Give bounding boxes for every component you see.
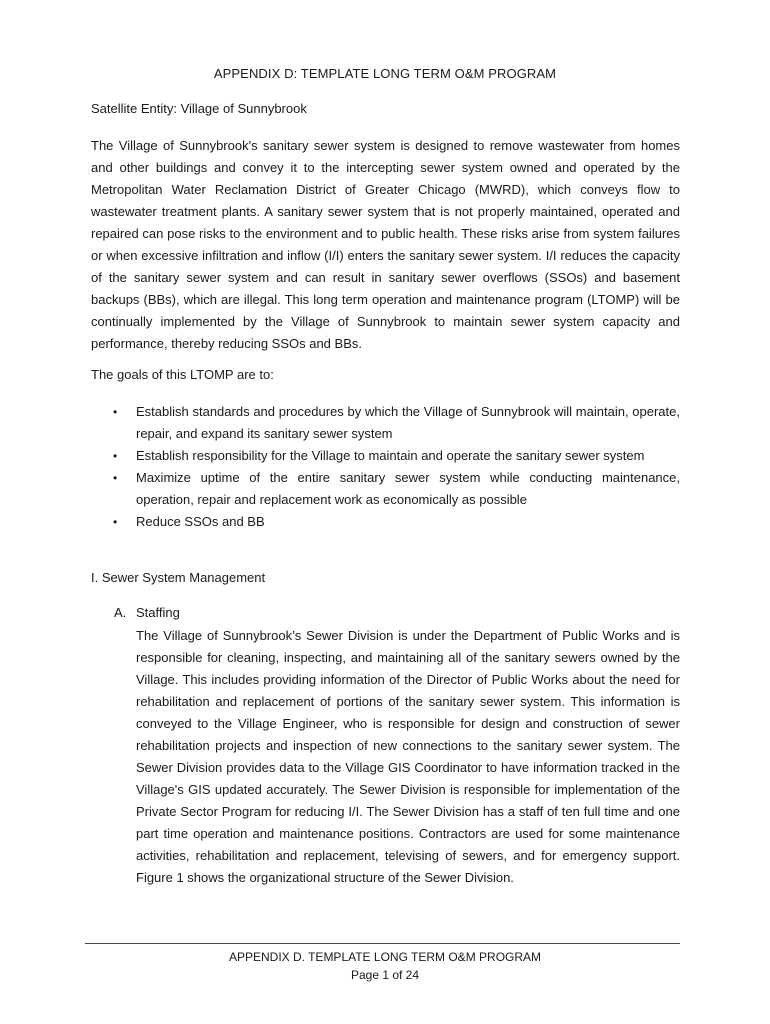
subsection-title: Staffing — [136, 605, 180, 620]
goal-item-text: Establish responsibility for the Village to maintain and operate the sanitary sewer system — [136, 448, 645, 463]
page-number: Page 1 of 24 — [350, 968, 420, 982]
satellite-entity-line: Satellite Entity: Village of Sunnybrook — [91, 101, 307, 116]
bullet-icon: • — [113, 515, 118, 529]
goal-item — [91, 445, 680, 467]
intro-paragraph: The Village of Sunnybrook's sanitary sewer system is designed to remove wastewater from homes and other buildings and convey it to the intercepting sewer system owned and operated by the Metropolitan Water Reclamation District of Greater Chicago (MWRD), which conveys flow to wastewater treatment plants. A sanitary sewer system that is not properly maintained, operated and repaired can pose risks to the environment and to public health. These risks arise from system failures or when excessive infiltration and inflow (I/I) enters the sanitary sewer system. I/I reduces the capacity of the sanitary sewer system and can result in sanitary sewer overflows (SSOs) and basement backups (BBs), which are illegal. This long term operation and maintenance program (LTOMP) will be continually implemented by the Village of Sunnybrook to maintain sewer system capacity and performance, thereby reducing SSOs and BBs. — [91, 138, 680, 351]
page-title: APPENDIX D: TEMPLATE LONG TERM O&M PROGRAM — [213, 66, 557, 81]
goal-item — [91, 467, 680, 511]
goal-item-text: Maximize uptime of the entire sanitary sewer system while conducting maintenance, operation, repair and replacement work as economically as possible — [136, 470, 680, 507]
goal-item-text: Reduce SSOs and BB — [136, 514, 265, 529]
bullet-icon: • — [113, 449, 118, 463]
goal-item — [91, 401, 680, 445]
goal-item-text: Establish standards and procedures by which the Village of Sunnybrook will maintain, operate, repair, and expand its sanitary sewer system — [136, 404, 680, 441]
goal-item — [91, 511, 680, 533]
staffing-paragraph: The Village of Sunnybrook’s Sewer Division is under the Department of Public Works and is responsible for cleaning, inspecting, and maintaining all of the sanitary sewers owned by the Village. This includes providing information of the Director of Public Works about the need for rehabilitation and replacement of portions of the sanitary sewer system. This information is conveyed to the Village Engineer, who is responsible for design and construction of sewer rehabilitation projects and inspection of new connections to the sanitary sewer system. The Sewer Division provides data to the Village GIS Coordinator to have information tracked in the Village's GIS updated accurately. The Sewer Division is responsible for implementation of the Private Sector Program for reducing I/I. The Sewer Division has a staff of ten full time and one part time operation and maintenance positions. Contractors are used for some maintenance activities, rehabilitation and replacement, televising of sewers, and for emergency support. Figure 1 shows the organizational structure of the Sewer Division. — [136, 628, 680, 885]
subsection-marker: A. — [114, 605, 127, 620]
section-heading-sewer-system-management: I. Sewer System Management — [91, 570, 266, 585]
goals-list — [91, 401, 680, 533]
goals-intro: The goals of this LTOMP are to: — [91, 367, 274, 382]
footer-title: APPENDIX D. TEMPLATE LONG TERM O&M PROGRAM — [228, 950, 542, 964]
subsection-heading-staffing — [114, 605, 180, 620]
bullet-icon: • — [113, 471, 118, 485]
footer-divider — [85, 943, 680, 944]
bullet-icon: • — [113, 405, 118, 419]
